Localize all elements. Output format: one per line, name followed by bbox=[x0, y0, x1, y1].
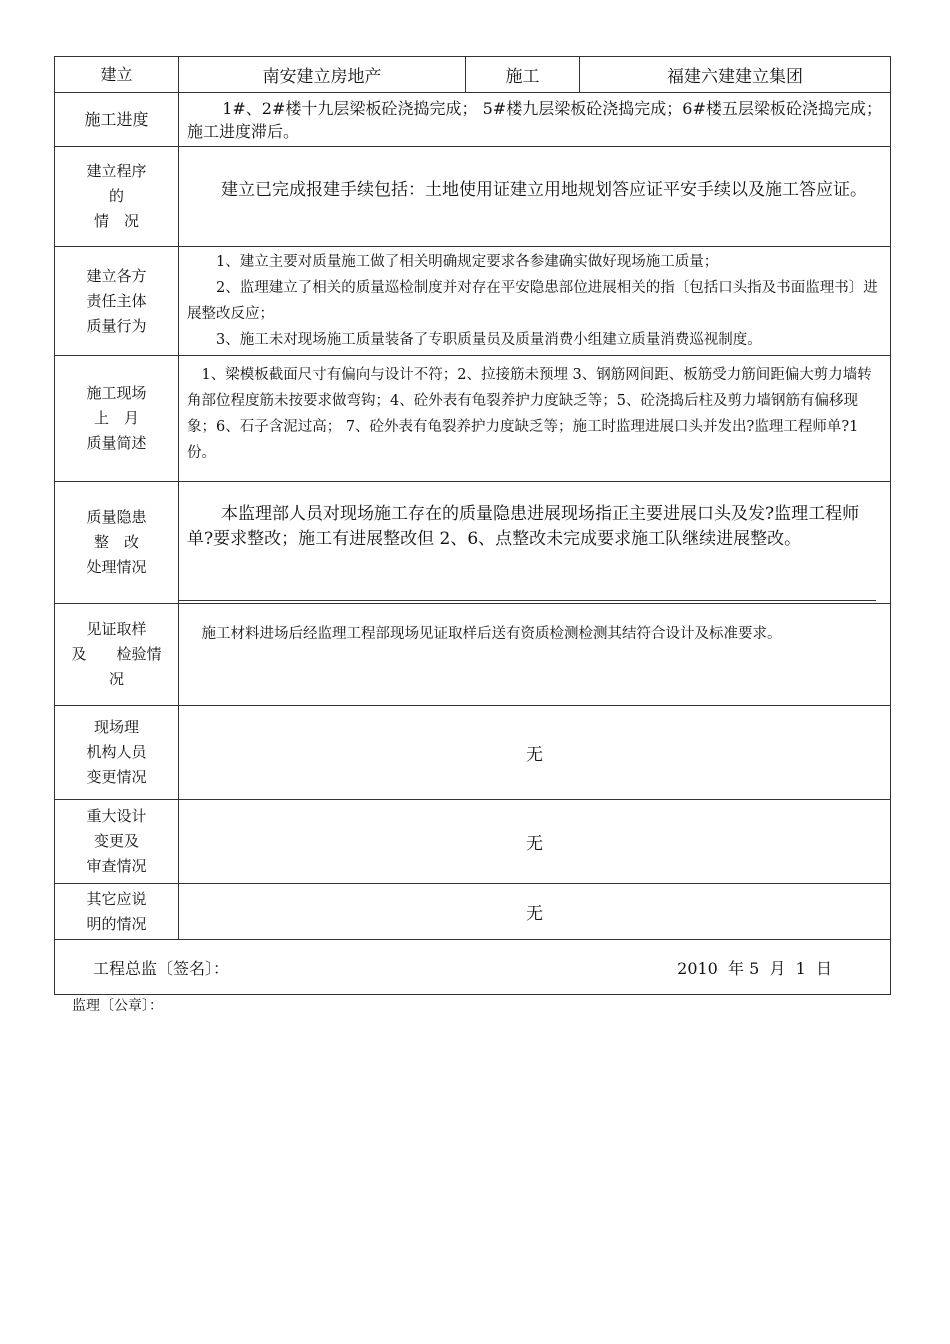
procedure-text: 建立已完成报建手续包括：土地使用证建立用地规划答应证平安手续以及施工答应证。 bbox=[221, 180, 867, 200]
personnel-value: 无 bbox=[179, 706, 891, 800]
design-change-label-line: 重大设计 bbox=[86, 807, 147, 825]
hazard-label bbox=[55, 482, 179, 604]
personnel-label-line: 变更情况 bbox=[86, 768, 147, 786]
other-label-line: 其它应说 bbox=[86, 889, 147, 908]
design-change-row bbox=[55, 800, 891, 884]
responsibility-label-line: 建立各方 bbox=[86, 266, 147, 285]
construction-label: 施工 bbox=[466, 57, 580, 93]
sampling-text: 施工材料进场后经监理工程部现场见证取样后送有资质检测检测其结符合设计及标准要求。 bbox=[201, 626, 782, 642]
design-change-label-line: 变更及 bbox=[93, 832, 139, 850]
sampling-label bbox=[55, 604, 179, 706]
personnel-label-line: 现场理 bbox=[93, 718, 139, 736]
responsibility-label-line: 责任主体 bbox=[86, 291, 147, 310]
site-quality-row bbox=[55, 356, 891, 482]
progress-label: 施工进度 bbox=[55, 93, 179, 147]
site-quality-label-line: 上 月 bbox=[93, 409, 139, 427]
procedure-label-line: 情 况 bbox=[93, 212, 139, 230]
procedure-row bbox=[55, 147, 891, 247]
contractor-name: 福建六建建立集团 bbox=[580, 57, 891, 93]
progress-text: 1#、2#楼十九层梁板砼浇捣完成； 5#楼九层梁板砼浇捣完成；6#楼五层梁板砼浇捣完成；施工进度滞后。 bbox=[187, 98, 882, 141]
procedure-label-line: 建立程序 bbox=[86, 162, 147, 180]
responsibility-label-line: 质量行为 bbox=[86, 316, 147, 335]
sampling-label-line: 及 检验情 bbox=[71, 645, 162, 663]
other-label bbox=[55, 884, 179, 940]
seal-label: 监理〔公章〕： bbox=[72, 998, 163, 1014]
site-quality-text: 1、梁模板截面尺寸有偏向与设计不符；2、拉接筋未预埋 3、钢筋网间距、板筋受力筋间距偏大剪力墙转角部位程度筋未按要求做弯钩；4、砼外表有龟裂养护力度缺乏等；5、砼浇捣后柱及剪力墙钢筋有偏移现象；6、石子含泥过高； 7、砼外表有龟裂养护力度缺乏等；施工时监理进展口头并发出?监理工程师单?1 份。 bbox=[187, 367, 872, 461]
signature-date: 2010 年 5 月 1 日 bbox=[677, 958, 832, 978]
design-change-label bbox=[55, 800, 179, 884]
responsibility-item: 3、施工未对现场施工质量装备了专职质量员及质量消费小组建立质量消费巡视制度。 bbox=[216, 332, 762, 348]
other-label-line: 明的情况 bbox=[86, 914, 147, 933]
responsibility-row bbox=[55, 247, 891, 356]
hazard-label-line: 整 改 bbox=[93, 533, 139, 551]
responsibility-item: 2、监理建立了相关的质量巡检制度并对存在平安隐患部位进展相关的指〔包括口头指及书面监理书〕进展整改反应； bbox=[187, 280, 878, 322]
site-quality-label-line: 质量简述 bbox=[86, 434, 147, 452]
design-change-value: 无 bbox=[179, 800, 891, 884]
design-change-label-line: 审查情况 bbox=[86, 857, 147, 875]
responsibility-label bbox=[55, 247, 179, 356]
hazard-label-line: 质量隐患 bbox=[86, 508, 147, 526]
personnel-row bbox=[55, 706, 891, 800]
sampling-label-line: 见证取样 bbox=[86, 620, 147, 638]
build-label: 建立 bbox=[55, 57, 179, 93]
divider-line bbox=[178, 600, 876, 601]
owner-name: 南安建立房地产 bbox=[179, 57, 466, 93]
supervision-report-table bbox=[54, 56, 891, 995]
signature-row bbox=[55, 940, 891, 995]
sampling-row bbox=[55, 604, 891, 706]
chief-signature-label: 工程总监〔签名〕： bbox=[93, 958, 230, 978]
progress-row bbox=[55, 93, 891, 147]
hazard-text: 本监理部人员对现场施工存在的质量隐患进展现场指正主要进展口头及发?监理工程师单?要求整改；施工有进展整改但 2、6、点整改未完成要求施工队继续进展整改。 bbox=[187, 504, 860, 549]
responsibility-item: 1、建立主要对质量施工做了相关明确规定要求各参建确实做好现场施工质量； bbox=[216, 254, 719, 270]
procedure-label bbox=[55, 147, 179, 247]
other-row bbox=[55, 884, 891, 940]
hazard-label-line: 处理情况 bbox=[86, 558, 147, 576]
other-value: 无 bbox=[179, 884, 891, 940]
sampling-label-line: 况 bbox=[108, 670, 124, 688]
header-row bbox=[55, 57, 891, 93]
personnel-label-line: 机构人员 bbox=[86, 743, 147, 761]
site-quality-label-line: 施工现场 bbox=[86, 384, 147, 402]
personnel-label bbox=[55, 706, 179, 800]
procedure-label-line: 的 bbox=[108, 187, 124, 205]
site-quality-label bbox=[55, 356, 179, 482]
hazard-row bbox=[55, 482, 891, 604]
